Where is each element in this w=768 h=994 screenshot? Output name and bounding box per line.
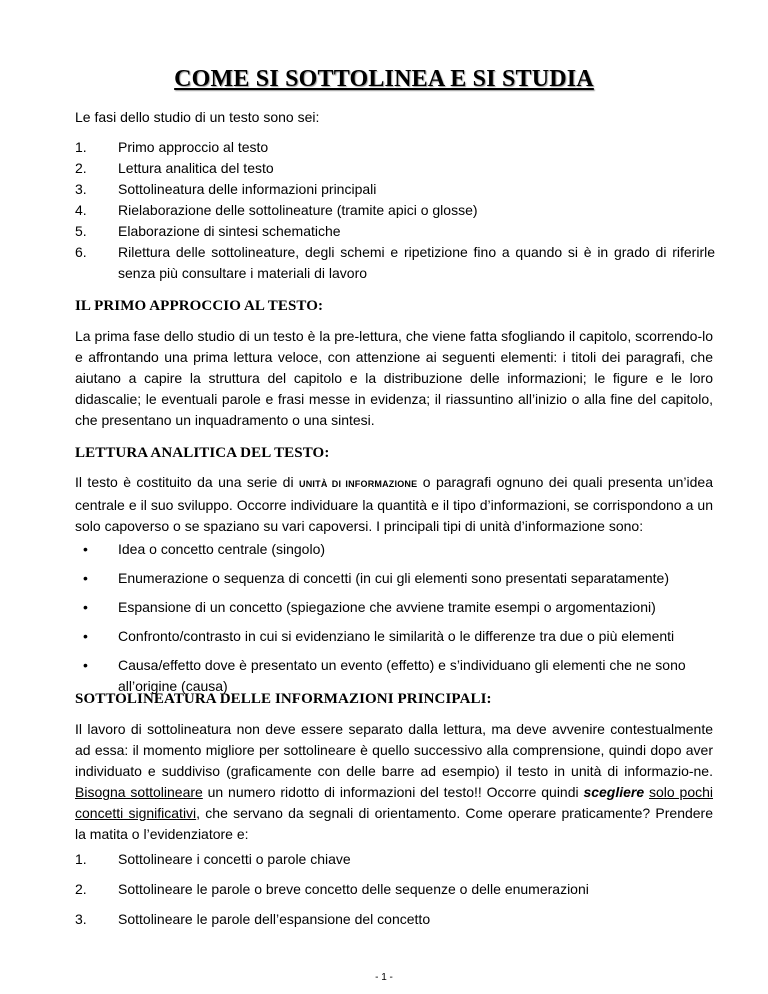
page-title: COME SI SOTTOLINEA E SI STUDIA [174,66,594,92]
list-item: 1. Sottolineare i concetti o parole chiave [75,851,351,867]
list-item: • Causa/effetto dove è presentato un evento (effetto) e s’individuano gli elementi che ne sono all’origine (causa) [75,655,715,697]
underlined-text: solo pochi concetti significativi [75,784,714,821]
intro-text: Le fasi dello studio di un testo sono sei: [75,109,320,125]
list-item: 5. Elaborazione di sintesi schematiche [75,223,341,239]
list-item: • Enumerazione o sequenza di concetti (in cui gli elementi sono presentati separatamente) [75,568,715,589]
list-item: 3. Sottolineare le parole dell’espansione del concetto [75,911,431,927]
section-heading-approccio: IL PRIMO APPROCCIO AL TESTO: [75,298,324,314]
list-item: • Espansione di un concetto (spiegazione che avviene tramite esempi o argomentazioni) [75,597,715,618]
list-item: 2. Lettura analitica del testo [75,160,274,176]
list-item: 4. Rielaborazione delle sottolineature (tramite apici o glosse) [75,202,478,218]
list-item: 2. Sottolineare le parole o breve concetto delle sequenze o delle enumerazioni [75,881,589,897]
section-body-lettura: Il testo è costituito da una serie di UNITÀ DI INFORMAZIONE o paragrafi ognuno dei quali presenta un’idea centrale e il suo sviluppo. Occorre individuare la quantità e il tipo d’informazioni, se corrispondono a un solo capoverso o se spaziano su vari capoversi. I principali tipi di unità d’informazione sono: [75,474,713,534]
list-item: 1. Primo approccio al testo [75,139,269,155]
underlined-text: Bisogna sottolineare [75,784,203,800]
section-heading-lettura: LETTURA ANALITICA DEL TESTO: [75,445,330,461]
list-item: • Idea o concetto centrale (singolo) [75,539,715,560]
section-heading-sottolineatura: SOTTOLINEATURA DELLE INFORMAZIONI PRINCIPALI: [75,691,492,707]
list-item: 6. Rilettura delle sottolineature, degli schemi e ripetizione fino a quando si è in grado di riferirle senza più consultare i materiali di lavoro [75,244,715,281]
steps-list [75,849,715,939]
term-unita-informazione: UNITÀ DI INFORMAZIONE [299,479,418,489]
section-body-sottolineatura: Il lavoro di sottolineatura non deve essere separato dalla lettura, ma deve avvenire contestualmente ad essa: il momento migliore per sottolineare è quello successivo alla comprensione, quindi dopo aver individuato e suddiviso (graficamente con delle barre ad esempio) il testo in unità di informazio-ne. Bisogna sottolineare un numero ridotto di informazioni del testo!! Occorre quindi scegliere solo pochi concetti significativi, che servano da segnali di orientamento. Come operare praticamente? Prendere la matita o l’evidenziatore e: [75,721,714,842]
unit-types-list [75,539,715,705]
page-number: - 1 - [375,972,393,983]
phases-list [75,137,715,284]
list-item: • Confronto/contrasto in cui si evidenziano le similarità o le differenze tra due o più elementi [75,626,715,647]
emphasized-text: scegliere [583,784,645,800]
list-item: 3. Sottolineatura delle informazioni principali [75,181,377,197]
section-body-approccio: La prima fase dello studio di un testo è la pre-lettura, che viene fatta sfogliando il capitolo, scorrendo-lo e affrontando una prima lettura veloce, con attenzione ai seguenti elementi: i titoli dei paragrafi, che aiutano a capire la struttura del capitolo e la distribuzione delle informazioni; le figure e le loro didascalie; le eventuali parole e frasi messe in evidenza; il riassuntino all’inizio o alla fine del capitolo, che presentano un inquadramento o una sintesi. [75,328,713,428]
